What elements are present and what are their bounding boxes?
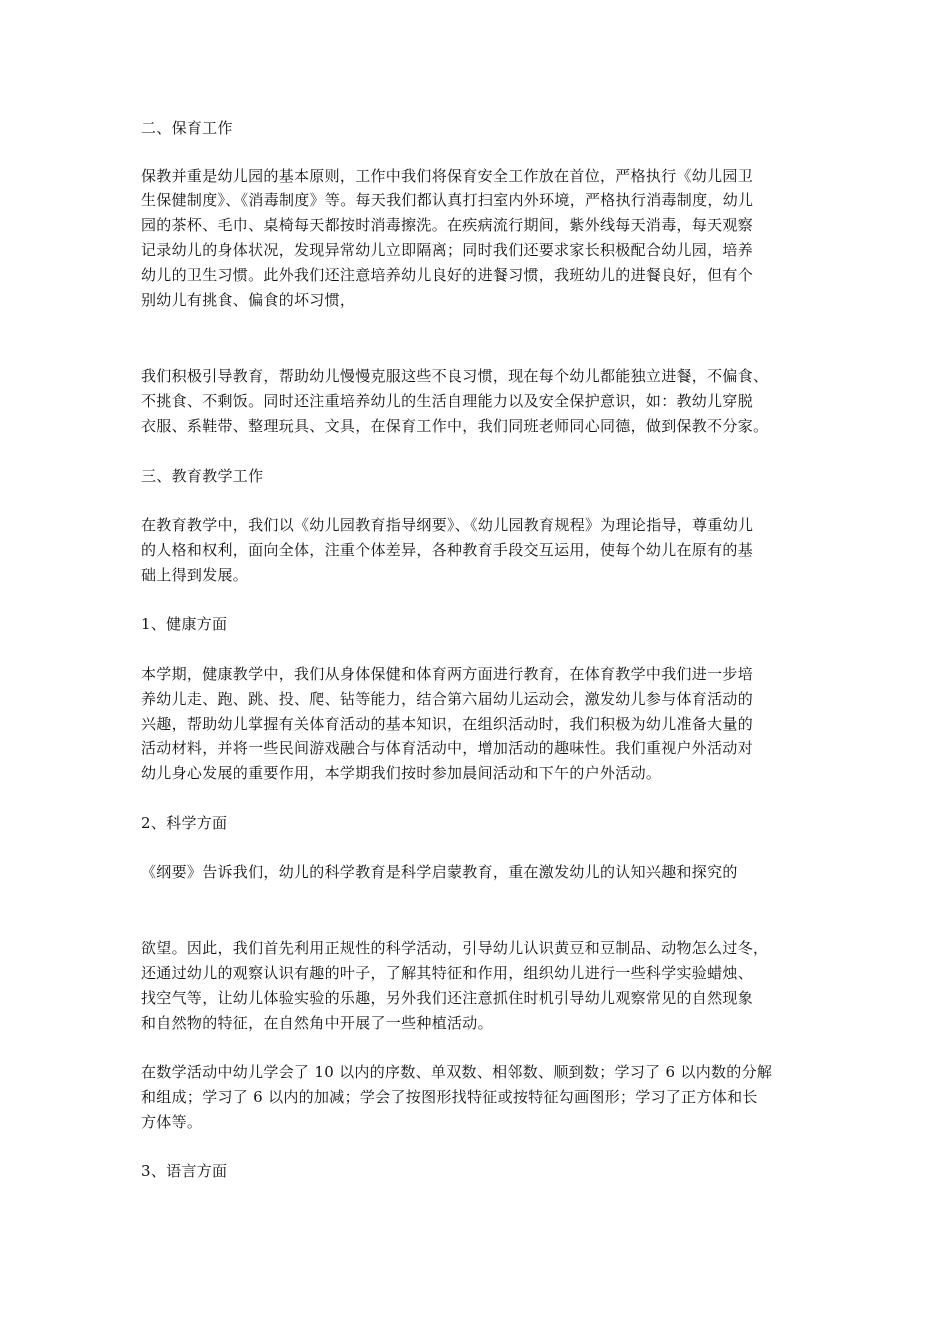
paragraph-line: 找空气等，让幼儿体验实验的乐趣，另外我们还注意抓住时机引导幼儿观察常见的自然现象 [141,989,754,1007]
paragraph-line: 别幼儿有挑食、偏食的坏习惯， [141,291,356,309]
paragraph-line: 活动材料，并将一些民间游戏融合与体育活动中，增加活动的趣味性。我们重视户外活动对 [141,739,754,757]
paragraph-line: 生保健制度》、《消毒制度》等。每天我们都认真打扫室内外环境，严格执行消毒制度，幼儿 [141,191,754,209]
paragraph-line: 本学期，健康教学中，我们从身体保健和体育两方面进行教育，在体育教学中我们进一步培 [141,665,754,683]
paragraph-line: 幼儿的卫生习惯。此外我们还注意培养幼儿良好的进餐习惯，我班幼儿的进餐良好，但有个 [141,266,754,284]
subheading-language: 3、语言方面 [141,1162,228,1180]
paragraph-line: 园的茶杯、毛巾、桌椅每天都按时消毒擦洗。在疾病流行期间，紫外线每天消毒，每天观察 [141,216,754,234]
paragraph-line: 础上得到发展。 [141,566,249,584]
paragraph-line: 不挑食、不剩饭。同时还注重培养幼儿的生活自理能力以及安全保护意识，如：教幼儿穿脱 [141,392,754,410]
paragraph-line: 还通过幼儿的观察认识有趣的叶子，了解其特征和作用，组织幼儿进行一些科学实验蜡烛、 [141,964,754,982]
paragraph-line: 在数学活动中幼儿学会了 10 以内的序数、单双数、相邻数、顺到数；学习了 6 以内数的分解 [141,1063,773,1081]
paragraph-line: 方体等。 [141,1113,203,1131]
paragraph-line: 衣服、系鞋带、整理玩具、文具，在保育工作中，我们同班老师同心同德，做到保教不分家。 [141,417,769,435]
paragraph-line: 幼儿身心发展的重要作用，本学期我们按时参加晨间活动和下午的户外活动。 [141,764,662,782]
paragraph-line: 我们积极引导教育，帮助幼儿慢慢克服这些不良习惯，现在每个幼儿都能独立进餐，不偏食、 [141,367,769,385]
paragraph-line: 和组成；学习了 6 以内的加减；学会了按图形找特征或按特征勾画图形；学习了正方体和长 [141,1088,758,1106]
paragraph-line: 欲望。因此，我们首先利用正规性的科学活动，引导幼儿认识黄豆和豆制品、动物怎么过冬， [141,939,769,957]
paragraph-line: 兴趣，帮助幼儿掌握有关体育活动的基本知识，在组织活动时，我们积极为幼儿准备大量的 [141,715,754,733]
paragraph-line: 记录幼儿的身体状况，发现异常幼儿立即隔离；同时我们还要求家长积极配合幼儿园，培养 [141,241,754,259]
paragraph-line: 的人格和权利，面向全体，注重个体差异，各种教育手段交互运用，使每个幼儿在原有的基 [141,541,754,559]
paragraph-line: 保教并重是幼儿园的基本原则，工作中我们将保育安全工作放在首位，严格执行《幼儿园卫 [141,167,754,185]
paragraph-line: 在教育教学中，我们以《幼儿园教育指导纲要》、《幼儿园教育规程》为理论指导，尊重幼儿 [141,516,754,534]
paragraph-line: 养幼儿走、跑、跳、投、爬、钻等能力，结合第六届幼儿运动会，激发幼儿参与体育活动的 [141,690,754,708]
section-heading-childcare: 二、保育工作 [141,119,233,137]
section-heading-teaching: 三、教育教学工作 [141,467,264,485]
subheading-health: 1、健康方面 [141,615,228,633]
paragraph-line: 和自然物的特征，在自然角中开展了一些种植活动。 [141,1014,493,1032]
paragraph-line: 《纲要》告诉我们，幼儿的科学教育是科学启蒙教育，重在激发幼儿的认知兴趣和探究的 [141,863,738,881]
subheading-science: 2、科学方面 [141,814,228,832]
